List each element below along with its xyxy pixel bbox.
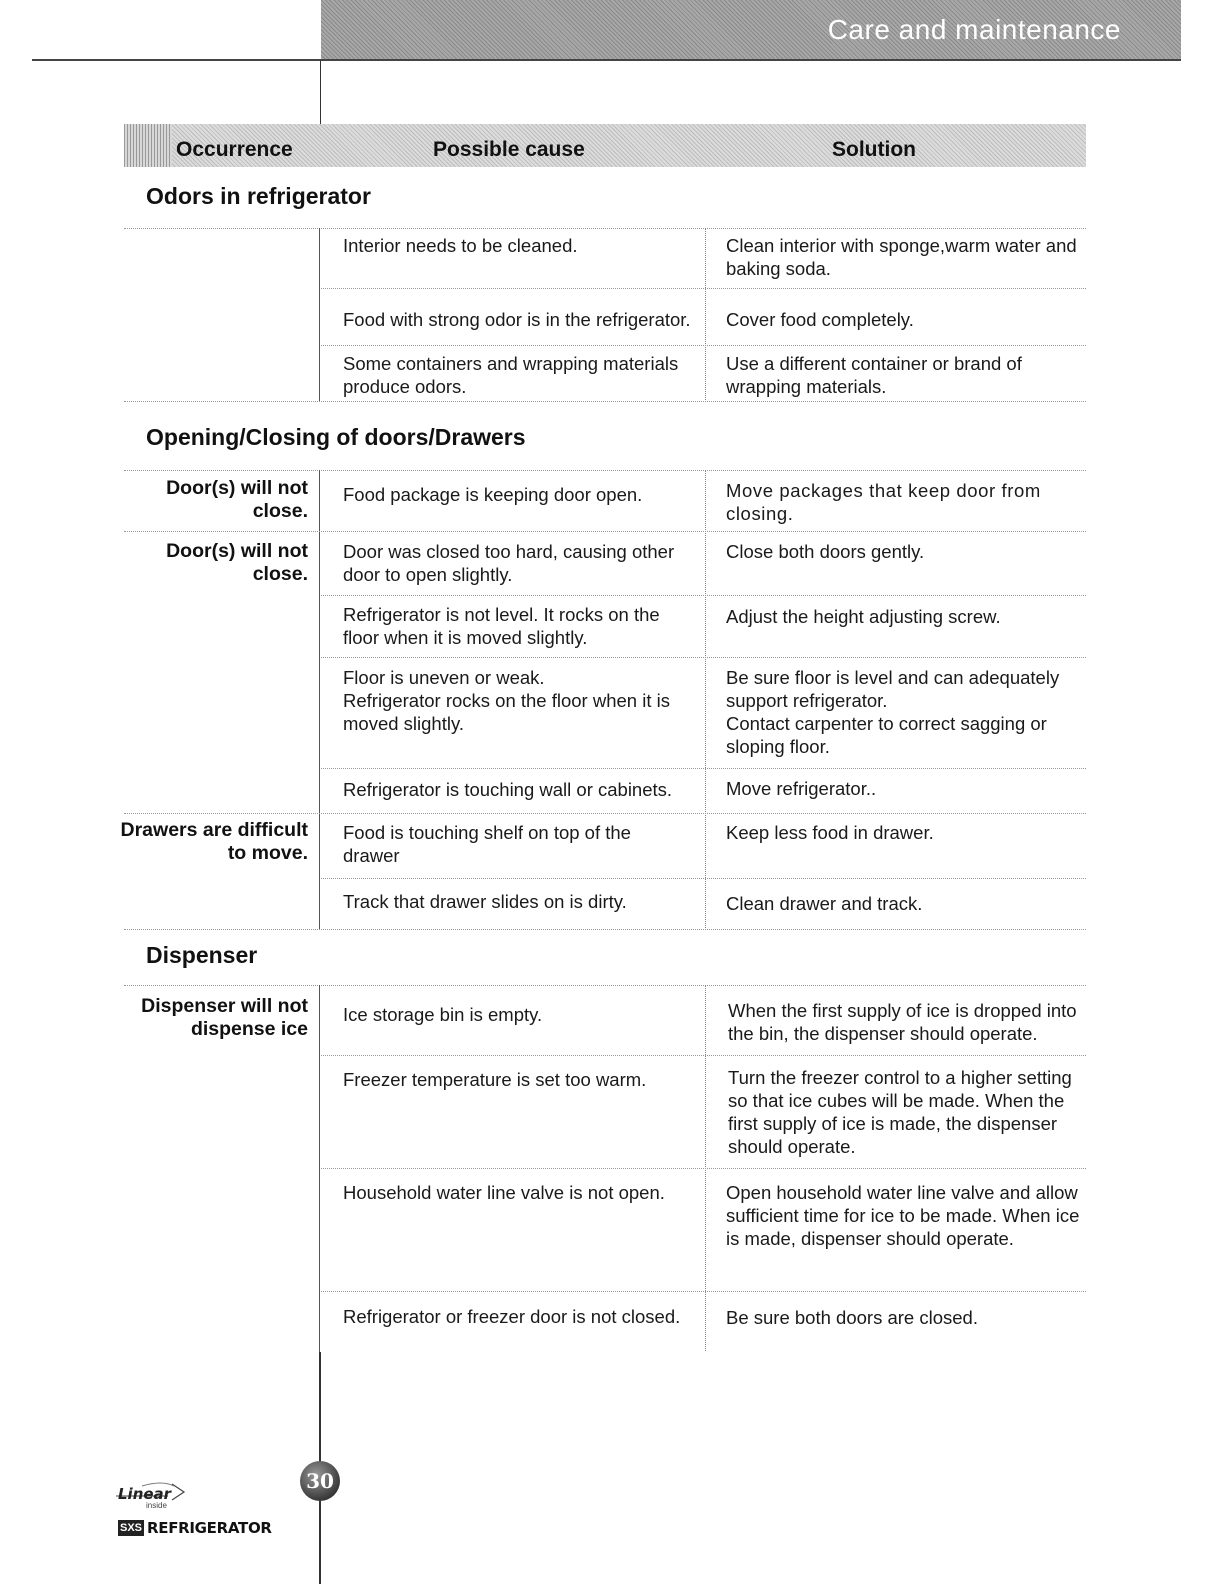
- cause-text: Refrigerator or freezer door is not closed.: [343, 1306, 681, 1327]
- brand-product: REFRIGERATOR: [147, 1519, 272, 1537]
- header-rule: [32, 59, 1181, 61]
- row-divider: [124, 929, 1086, 930]
- column-divider: [319, 470, 320, 930]
- solution-text: Cover food completely.: [726, 309, 914, 330]
- section-title-doors: Opening/Closing of doors/Drawers: [146, 424, 526, 450]
- solution-text: Clean interior with sponge,warm water and baking soda.: [726, 235, 1077, 279]
- occurrence-label: Door(s) will not close.: [166, 477, 308, 522]
- row-divider: [124, 985, 1086, 986]
- cause-text: Food with strong odor is in the refrigerator.: [343, 309, 691, 330]
- cause-text: Freezer temperature is set too warm.: [343, 1069, 647, 1090]
- cause-text: Refrigerator is touching wall or cabinets.: [343, 779, 673, 800]
- cause-text: Food is touching shelf on top of the drawer: [343, 822, 631, 866]
- cause-text: Interior needs to be cleaned.: [343, 235, 578, 256]
- solution-text: Open household water line valve and allow sufficient time for ice to be made. When ice is made, dispenser should operate.: [726, 1182, 1080, 1249]
- column-divider: [319, 228, 320, 402]
- row-divider: [321, 657, 1086, 658]
- column-header-occurrence: Occurrence: [176, 138, 293, 161]
- row-divider: [321, 1168, 1086, 1169]
- cause-text: Household water line valve is not open.: [343, 1182, 665, 1203]
- solution-text: Use a different container or brand of wrapping materials.: [726, 353, 1022, 397]
- column-divider: [705, 470, 706, 930]
- column-header-solution: Solution: [832, 138, 916, 161]
- occurrence-label: Drawers are difficult to move.: [120, 819, 308, 864]
- sxs-badge: SXS: [119, 1522, 142, 1534]
- solution-text: Keep less food in drawer.: [726, 822, 934, 843]
- solution-text: Clean drawer and track.: [726, 893, 923, 914]
- row-divider: [124, 531, 1086, 532]
- page-title: Care and maintenance: [827, 14, 1121, 45]
- solution-text: Move refrigerator..: [726, 778, 877, 799]
- row-divider: [321, 1055, 1086, 1056]
- row-divider: [124, 228, 1086, 229]
- row-divider: [321, 768, 1086, 769]
- section-title-dispenser: Dispenser: [146, 942, 258, 968]
- occurrence-label: Dispenser will not dispense ice: [141, 995, 308, 1040]
- column-divider: [319, 985, 320, 1355]
- solution-text: Be sure floor is level and can adequately support refrigerator. Contact carpenter to correct sagging or sloping floor.: [726, 667, 1060, 757]
- row-divider: [124, 813, 1086, 814]
- cause-text: Refrigerator is not level. It rocks on the floor when it is moved slightly.: [343, 604, 660, 648]
- row-divider: [321, 288, 1086, 289]
- occurrence-label: Door(s) will not close.: [166, 540, 308, 585]
- row-divider: [124, 470, 1086, 471]
- solution-text: Move packages that keep door from closing.: [726, 480, 1041, 524]
- brand-inside: inside: [146, 1501, 167, 1510]
- row-divider: [321, 1291, 1086, 1292]
- row-divider: [321, 878, 1086, 879]
- row-divider: [321, 345, 1086, 346]
- section-title-odors: Odors in refrigerator: [146, 183, 371, 209]
- cause-text: Ice storage bin is empty.: [343, 1004, 543, 1025]
- column-divider: [705, 228, 706, 402]
- row-divider: [321, 595, 1086, 596]
- column-header-cause: Possible cause: [433, 138, 585, 161]
- cause-text: Door was closed too hard, causing other door to open slightly.: [343, 541, 675, 585]
- cause-text: Some containers and wrapping materials produce odors.: [343, 353, 679, 397]
- solution-text: When the first supply of ice is dropped into the bin, the dispenser should operate.: [728, 1000, 1077, 1044]
- row-divider: [124, 401, 1086, 402]
- cause-text: Floor is uneven or weak. Refrigerator rocks on the floor when it is moved slightly.: [343, 667, 670, 734]
- column-header-accent: [124, 124, 172, 167]
- solution-text: Close both doors gently.: [726, 541, 925, 562]
- solution-text: Turn the freezer control to a higher setting so that ice cubes will be made. When the first supply of ice is made, the dispenser should operate.: [728, 1067, 1072, 1157]
- solution-text: Adjust the height adjusting screw.: [726, 606, 1001, 627]
- page-number: 30: [300, 1461, 340, 1501]
- brand-linear: Linear: [118, 1485, 172, 1503]
- cause-text: Food package is keeping door open.: [343, 484, 643, 505]
- solution-text: Be sure both doors are closed.: [726, 1307, 978, 1328]
- cause-text: Track that drawer slides on is dirty.: [343, 891, 627, 912]
- margin-rule: [320, 60, 321, 124]
